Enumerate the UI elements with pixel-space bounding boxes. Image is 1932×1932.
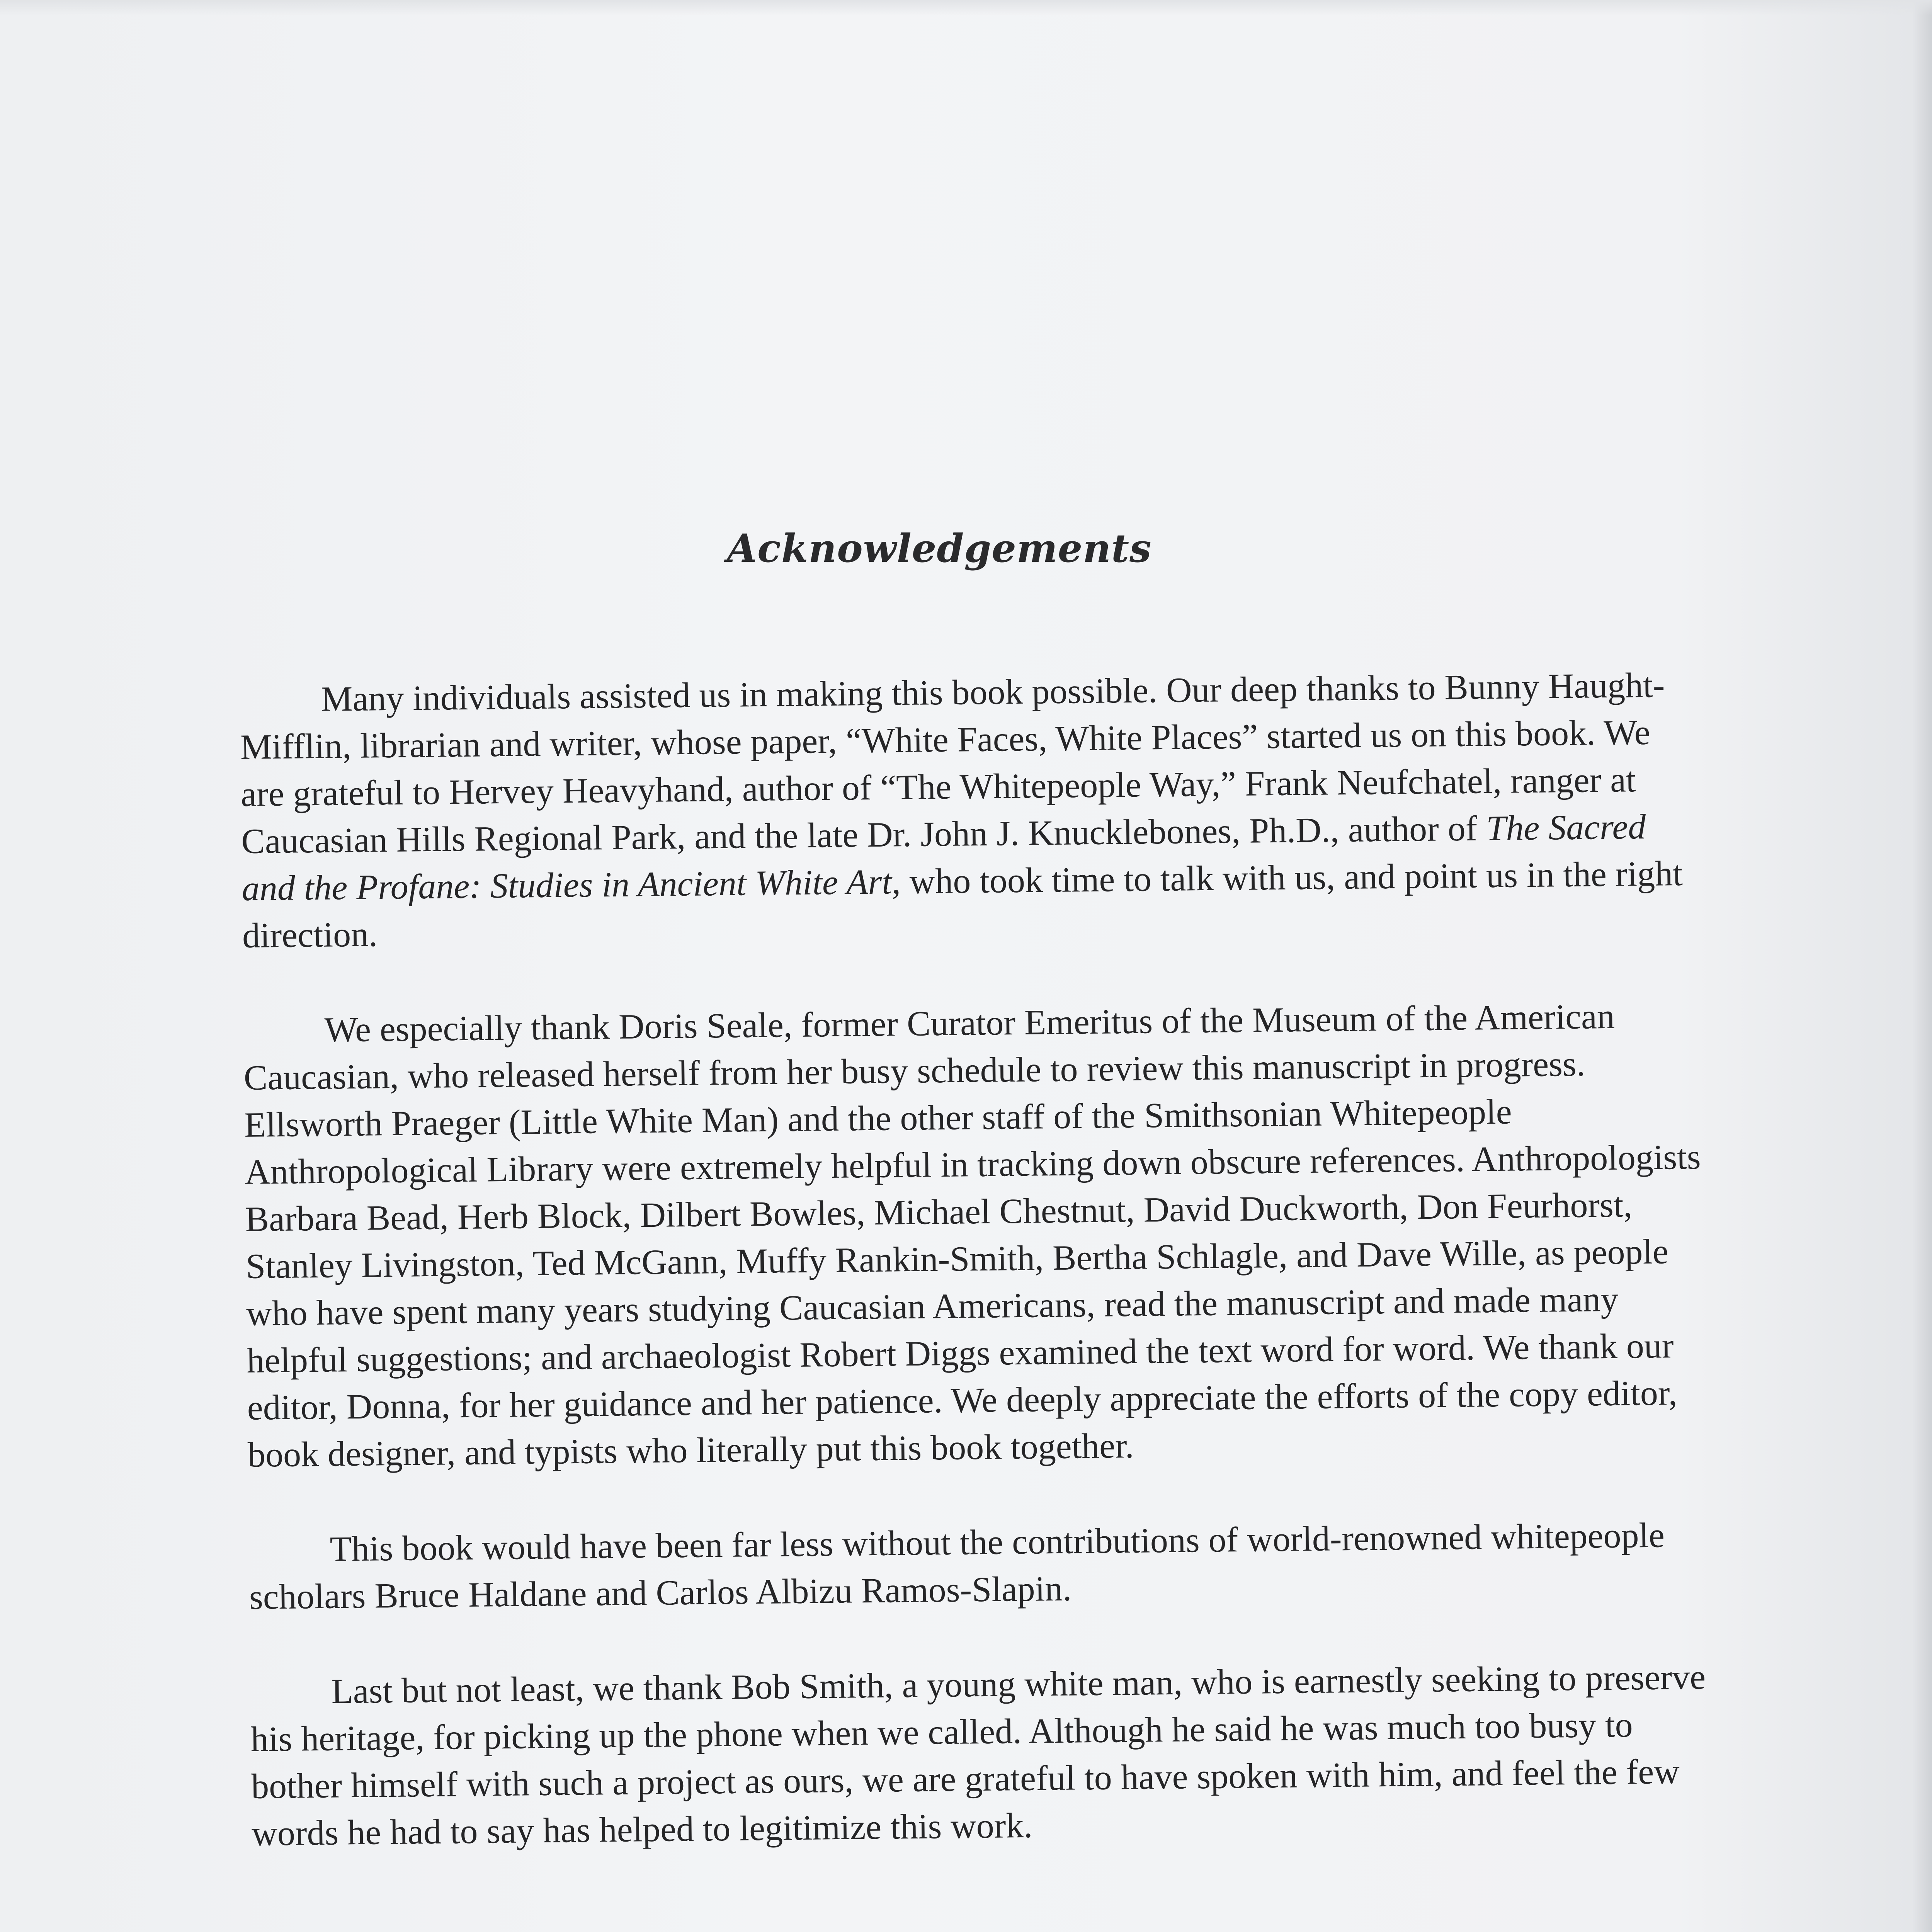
book-title-italic: The Sacred and the Profane: Studies in Ancient White Art bbox=[242, 806, 1646, 908]
page-top-edge bbox=[0, 0, 1932, 15]
paragraph-1-text-end: , who took time to talk with us, and point us in the right direction. bbox=[242, 853, 1683, 955]
paragraph-3: This book would have been far less without the contributions of world-renowned whitepeople scholars Bruce Haldane and Carlos Albizu Ramos-Slapin. bbox=[249, 1515, 1665, 1617]
paragraph-1-text: Many individuals assisted us in making this book possible. Our deep thanks to Bunny Haught-Mifflin, librarian and writer, whose paper, “White Faces, White Places” started us on this book. We are grateful to Hervey Heavyhand, author of “The Whitepeople Way,” Frank Neufchatel, ranger at Caucasian Hills Regional Park, and the late Dr. John J. Knucklebones, Ph.D., author of bbox=[240, 665, 1665, 861]
paragraph-2: We especially thank Doris Seale, former Curator Emeritus of the Museum of the American Caucasian, who released herself from her busy schedule to review this manuscript in progress. Ellsworth Praeger (Little White Man) and the other staff of the Smithsonian Whitepeople Anthropological Library were extremely helpful in tracking down obscure references. Anthropologists Barbara Bead, Herb Block, Dilbert Bowles, Michael Chestnut, David Duckworth, Don Feurhorst, Stanley Livingston, Ted McGann, Muffy Rankin-Smith, Bertha Schlagle, and Dave Wille, as people who have spent many years studying Caucasian Americans, read the manuscript and made many helpful suggestions; and archaeologist Robert Diggs examined the text word for word. We thank our editor, Donna, for her guidance and her patience. We deeply appreciate the efforts of the copy editor, book designer, and typists who literally put this book together. bbox=[243, 996, 1701, 1475]
page-right-edge bbox=[1929, 0, 1932, 1932]
acknowledgements-body bbox=[240, 661, 1713, 1905]
paragraph-1 bbox=[240, 661, 1703, 959]
page-title: Acknowledgements bbox=[727, 526, 1152, 571]
paragraph-4: Last but not least, we thank Bob Smith, a young white man, who is earnestly seeking to preserve his heritage, for picking up the phone when we called. Although he said he was much too busy to bother himself with such a project as ours, we are grateful to have spoken with him, and feel the few words he had to say has helped to legitimize this work. bbox=[250, 1657, 1706, 1853]
